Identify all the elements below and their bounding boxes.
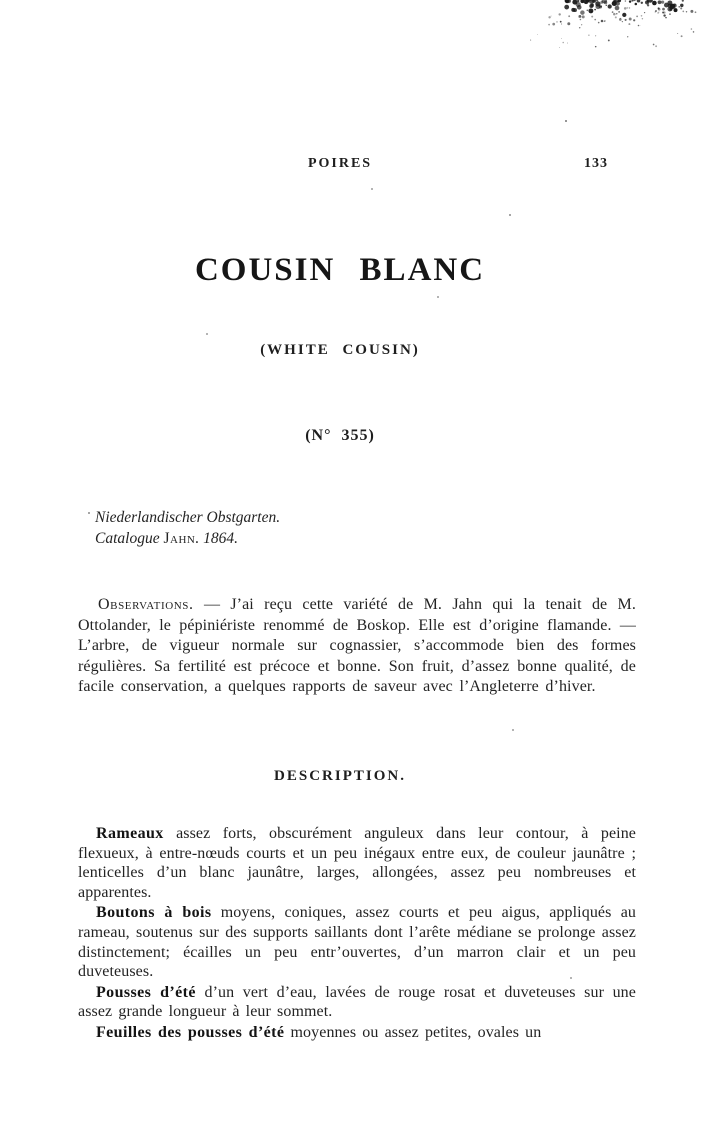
references-block [95,507,545,549]
paragraph-text: moyennes ou assez petites, ovales un [284,1023,542,1041]
scan-speck [206,333,208,335]
reference-line-2-pre: Catalogue [95,530,164,547]
ink-smudge [0,0,707,70]
description-heading: DESCRIPTION. [274,768,406,784]
description-paragraph-boutons [78,903,636,981]
subtitle: (WHITE COUSIN) [260,342,420,358]
page-title: COUSIN BLANC [194,252,486,288]
paragraph-lead: Pousses d’été [96,983,196,1001]
observations-text: — J’ai reçu cette variété de M. Jahn qui la tenait de M. Ottolander, le pépiniériste renommé de Boskop. Elle est d’origine flamande. — L’arbre, de vigueur normale sur cognassier, s’accommode bien des formes régulières. Sa fertilité est précoce et bonne. Son fruit, d’assez bonne qualité, de facile conservation, a quelques rapports de saveur avec l’Angleterre d’hiver. [78,596,636,695]
variety-number: (N° 355) [305,427,375,444]
paragraph-lead: Boutons à bois [96,904,212,922]
paragraph-text: d’un vert d’eau, lavées de rouge rosat et duveteuses sur une assez grande longueur à leur sommet. [78,983,636,1021]
description-paragraph-feuilles [78,1023,636,1043]
paragraph-text: moyens, coniques, assez courts et peu aigus, appliqués au rameau, soutenus sur des supports saillants dont l’arête médiane se prolonge assez distinctement; écailles un peu entr’ouvertes, d’un marron clair et un peu duveteuses. [78,904,636,981]
scan-speck [371,188,373,190]
description-paragraph-rameaux [78,824,636,902]
scan-speck [512,729,514,731]
description-section [78,824,636,1044]
page-number: 133 [584,156,608,171]
reference-author-name: Jahn [163,530,196,547]
observations-paragraph [78,595,636,698]
scan-speck [437,296,439,298]
scan-speck [88,512,90,514]
description-paragraph-pousses [78,983,636,1022]
running-title: POIRES [307,156,373,171]
observations-label: Observations. [98,596,194,613]
scan-speck [509,214,511,216]
scan-speck [565,120,567,122]
paragraph-text: assez forts, obscurément anguleux dans leur contour, à peine flexueux, à entre-nœuds courts et un peu inégaux entre eux, de couleur jaunâtre ; lenticelles d’un blanc jaunâtre, larges, allongées, assez peu nombreuses et apparentes. [78,825,636,901]
paragraph-lead: Rameaux [96,825,164,842]
paragraph-lead: Feuilles des pousses d’été [96,1023,285,1041]
reference-line-1: Niederlandischer Obstgarten. [95,509,281,526]
reference-line-2-post: . 1864. [195,530,238,547]
reference-line-2 [95,528,545,549]
